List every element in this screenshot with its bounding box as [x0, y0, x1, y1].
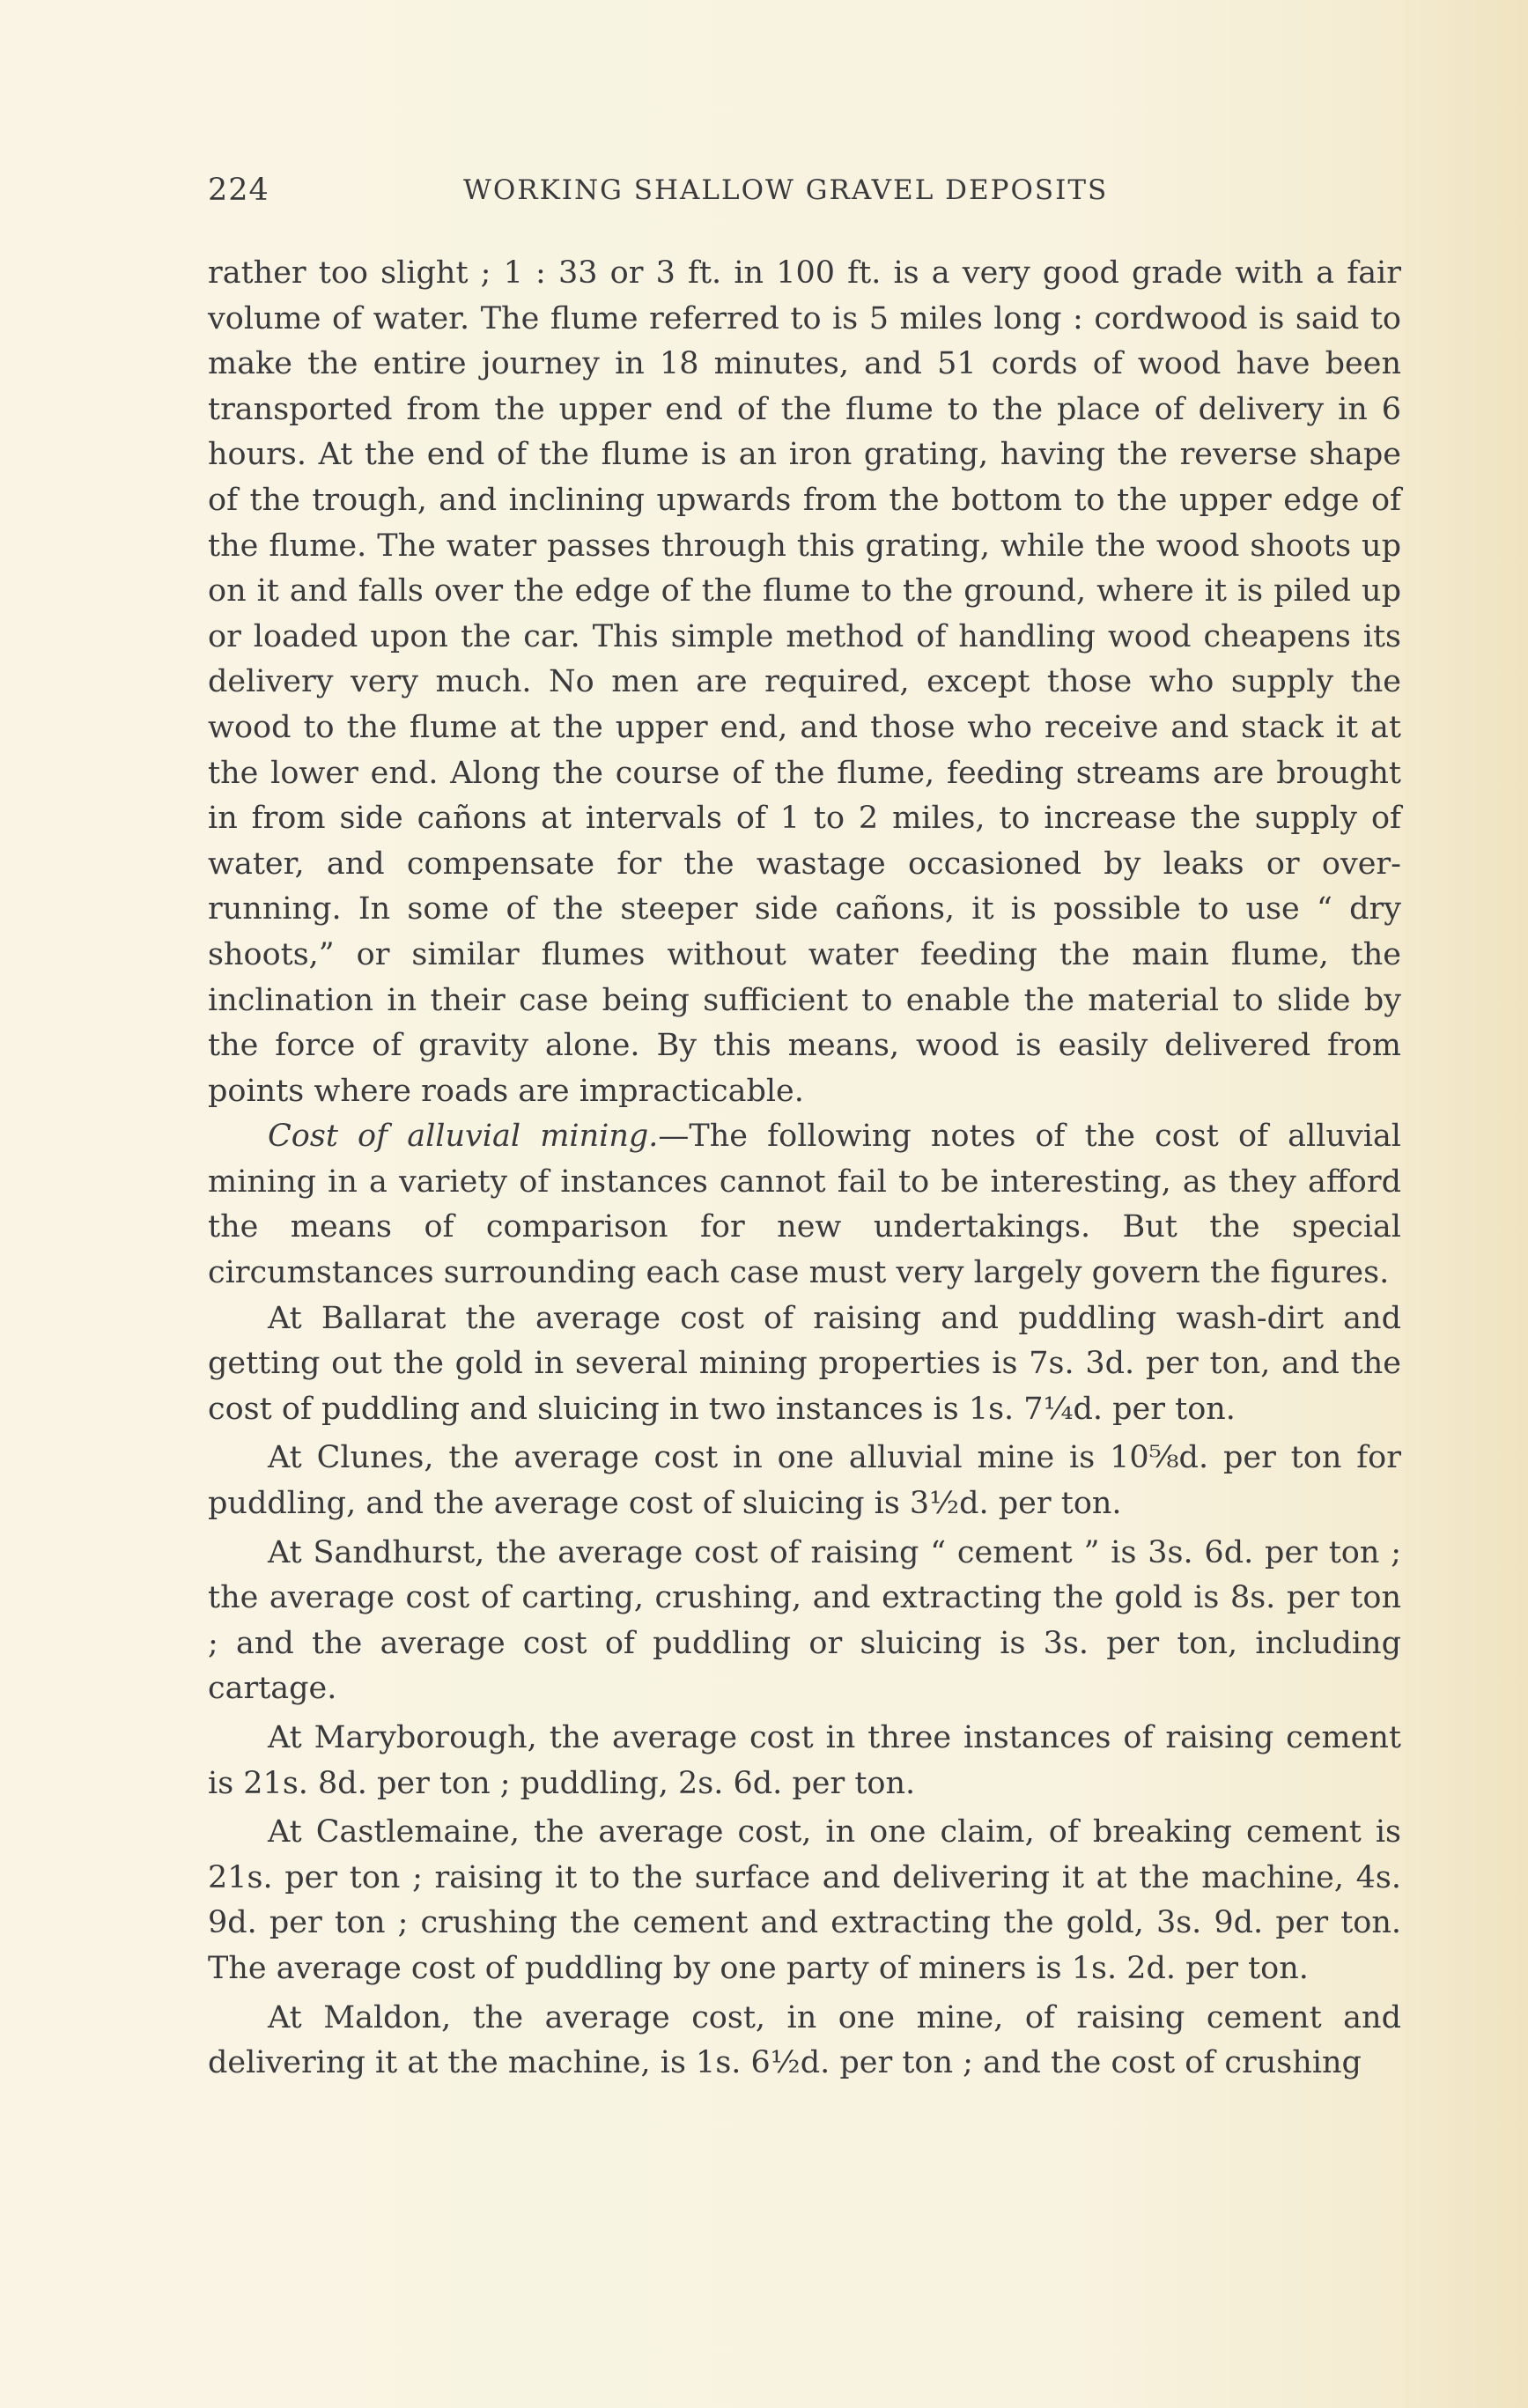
- page-header: [208, 173, 1401, 211]
- paragraph-clunes: At Clunes, the average cost in one alluvial mine is 10⅝d. per ton for puddling, and the average cost of sluicing is 3½d. per ton.: [208, 1440, 1401, 1522]
- paragraph-maryborough: At Maryborough, the average cost in three instances of raising cement is 21s. 8d. per ton ; puddling, 2s. 6d. per ton.: [208, 1720, 1401, 1801]
- page-body: [208, 251, 1401, 2087]
- paragraph-flume: rather too slight ; 1 : 33 or 3 ft. in 100 ft. is a very good grade with a fair volume of water. The flume referred to is 5 miles long : cordwood is said to make the entire journey in 18 minutes, and 51 cords of wood have been transported from the upper end of the flume to the place of delivery in 6 hours. At the end of the flume is an iron grating, having the reverse shape of the trough, and inclining upwards from the bottom to the upper edge of the flume. The water passes through this grating, while the wood shoots up on it and falls over the edge of the flume to the ground, where it is piled up or loaded upon the car. This simple method of handling wood cheapens its delivery very much. No men are required, except those who supply the wood to the flume at the upper end, and those who receive and stack it at the lower end. Along the course of the flume, feeding streams are brought in from side cañons at intervals of 1 to 2 miles, to increase the supply of water, and compensate for the wastage occasioned by leaks or over-running. In some of the steeper side cañons, it is possible to use “ dry shoots,” or similar flumes without water feeding the main flume, the inclination in their case being sufficient to enable the material to slide by the force of gravity alone. By this means, wood is easily delivered from points where roads are impracticable.: [208, 255, 1401, 1109]
- running-title: WORKING SHALLOW GRAVEL DEPOSITS: [463, 174, 1109, 206]
- paragraph-cost-of-mining: Cost of alluvial mining.—The following notes of the cost of alluvial mining in a variety of instances cannot fail to be interesting, as they afford the means of comparison for new undertakings. But the special circumstances surrounding each case must very largely govern the figures.: [208, 1119, 1402, 1291]
- paragraph-sandhurst: At Sandhurst, the average cost of raising “ cement ” is 3s. 6d. per ton ; the average cost of carting, crushing, and extracting the gold is 8s. per ton ; and the average cost of puddling or sluicing is 3s. per ton, including cartage.: [208, 1534, 1401, 1707]
- section-heading: Cost of alluvial mining.: [268, 1119, 659, 1155]
- paragraph-castlemaine: At Castlemaine, the average cost, in one claim, of breaking cement is 21s. per ton ; raising it to the surface and delivering it at the machine, 4s. 9d. per ton ; crushing the cement and extracting the gold, 3s. 9d. per ton. The average cost of puddling by one party of miners is 1s. 2d. per ton.: [208, 1814, 1401, 1986]
- paragraph-maldon: At Maldon, the average cost, in one mine, of raising cement and delivering it at the machine, is 1s. 6½d. per ton ; and the cost of crushing: [208, 1999, 1401, 2081]
- page-number: 224: [208, 173, 269, 208]
- paragraph-ballarat: At Ballarat the average cost of raising and puddling wash-dirt and getting out the gold in several mining properties is 7s. 3d. per ton, and the cost of puddling and sluicing in two instances is 1s. 7¼d. per ton.: [208, 1300, 1401, 1427]
